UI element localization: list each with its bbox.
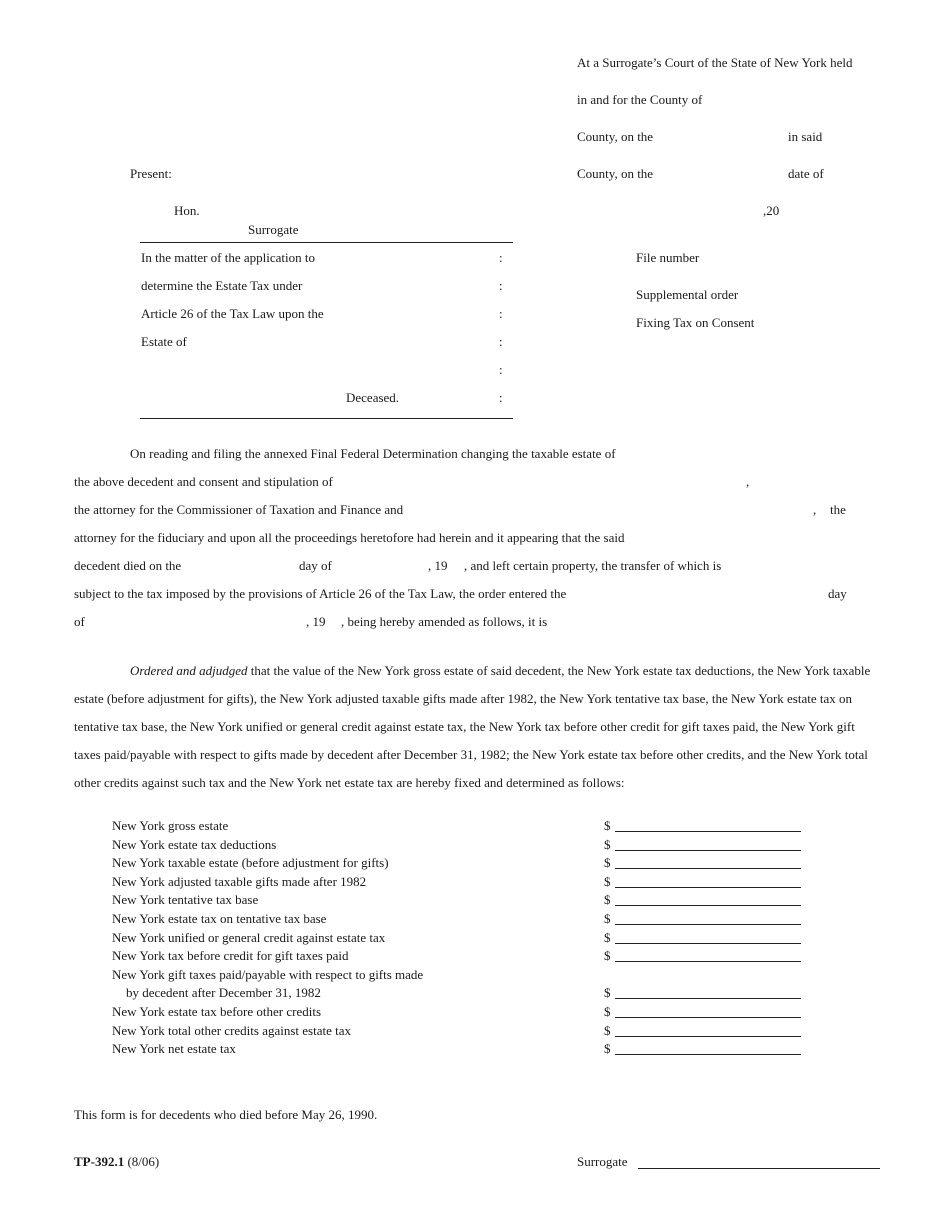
form-date: (8/06) [124,1154,160,1169]
list-item [112,1023,812,1042]
amount-blank[interactable] [615,1054,801,1055]
dollar-sign: $ [604,1022,611,1038]
item-label: New York estate tax deductions [112,836,277,852]
matter-line-1: In the matter of the application to [141,250,315,265]
recital-line-6-day: day [828,586,847,601]
item-label: New York tentative tax base [112,892,259,908]
amount-blank[interactable] [615,961,801,962]
ordered-paragraph [74,657,884,797]
recital-line-7-end: , being hereby amended as follows, it is [341,614,548,629]
item-label: New York taxable estate (before adjustment for gifts) [112,855,389,871]
amount-blank[interactable] [615,1036,801,1037]
recital-line-7-year: , 19 [306,614,326,629]
list-item [112,985,812,1004]
list-item [112,892,812,911]
recital-line-2: the above decedent and consent and stipulation of [74,474,333,489]
item-label: New York total other credits against estate tax [112,1022,351,1038]
matter-colon: : [499,250,503,265]
item-label: New York tax before credit for gift taxes paid [112,948,349,964]
dollar-sign: $ [604,1003,611,1019]
amount-blank[interactable] [615,998,801,999]
file-number-label: File number [636,250,700,265]
recital-line-1: On reading and filing the annexed Final Federal Determination changing the taxable estate of [130,446,616,461]
recital-line-5-end: , and left certain property, the transfer of which is [464,558,722,573]
signature-line[interactable] [638,1168,880,1169]
item-label: New York net estate tax [112,1041,236,1057]
recital-line-5-dayof: day of [299,558,332,573]
dollar-sign: $ [604,855,611,871]
present-label: Present: [130,166,172,181]
recital-line-5-year: , 19 [428,558,448,573]
court-heading-line3: County, on the [577,129,654,144]
matter-colon: : [499,390,503,405]
recital-line-3-comma: , [813,502,817,517]
amount-blank[interactable] [615,943,801,944]
amount-blank[interactable] [615,1017,801,1018]
item-label: New York gross estate [112,818,229,833]
item-label: New York estate tax on tentative tax base [112,910,327,926]
matter-bottom-rule [140,418,513,419]
matter-top-rule [140,242,513,243]
form-identifier [74,1154,159,1169]
matter-colon: : [499,306,503,321]
amount-blank[interactable] [615,905,801,906]
dollar-sign: $ [604,985,611,1001]
matter-colon: : [499,362,503,377]
matter-colon: : [499,334,503,349]
ordered-text: that the value of the New York gross estate of said decedent, the New York estate tax deductions, the New York taxable estate (before adjustment for gifts), the New York adjusted taxable gifts made after 1982, the New York tentative tax base, the New York estate tax on tentative tax base, the New York unified or general credit against estate tax, the New York tax before other credit for gift taxes paid, the New York gift taxes paid/payable with respect to gifts made by decedent after December 31, 1982; the New York estate tax before other credits, and the New York total other credits against such tax and the New York net estate tax are hereby fixed and determined as follows: [74,663,871,790]
recital-line-3: the attorney for the Commissioner of Taxation and Finance and [74,502,404,517]
court-heading-line4-end: date of [788,166,824,181]
item-label: New York unified or general credit against estate tax [112,929,386,945]
item-label: New York estate tax before other credits [112,1003,322,1019]
list-item [112,948,812,967]
order-title-line1: Supplemental order [636,287,739,302]
matter-line-4: Estate of [141,334,187,349]
dollar-sign: $ [604,929,611,945]
item-label: New York adjusted taxable gifts made after 1982 [112,873,367,889]
list-item [112,837,812,856]
amount-blank[interactable] [615,868,801,869]
matter-colon: : [499,278,503,293]
list-item [112,967,812,986]
item-label: by decedent after December 31, 1982 [126,985,321,1001]
amount-blank[interactable] [615,850,801,851]
dollar-sign: $ [604,836,611,852]
recital-line-4: attorney for the fiduciary and upon all the proceedings heretofore had herein and it appearing that the said [74,530,625,545]
dollar-sign: $ [604,818,611,833]
court-heading-line3-end: in said [788,129,823,144]
hon-label: Hon. [174,203,200,218]
list-item [112,818,812,837]
dollar-sign: $ [604,892,611,908]
amounts-list [112,818,812,1060]
list-item [112,930,812,949]
dollar-sign: $ [604,873,611,889]
dollar-sign: $ [604,948,611,964]
order-title-line2: Fixing Tax on Consent [636,315,755,330]
list-item [112,874,812,893]
matter-line-2: determine the Estate Tax under [141,278,303,293]
recital-line-7: of [74,614,85,629]
court-heading-line4: County, on the [577,166,654,181]
recital-line-2-comma: , [746,474,750,489]
surrogate-title: Surrogate [248,222,299,237]
form-note: This form is for decedents who died before May 26, 1990. [74,1107,378,1122]
list-item [112,855,812,874]
list-item [112,911,812,930]
matter-line-3: Article 26 of the Tax Law upon the [141,306,324,321]
court-heading-line2: in and for the County of [577,92,703,107]
recital-line-5: decedent died on the [74,558,182,573]
deceased-label: Deceased. [346,390,400,405]
dollar-sign: $ [604,1041,611,1057]
item-label: New York gift taxes paid/payable with respect to gifts made [112,966,424,982]
amount-blank[interactable] [615,924,801,925]
signature-label: Surrogate [577,1154,628,1169]
recital-line-3-end: the [830,502,846,517]
list-item [112,1004,812,1023]
amount-blank[interactable] [615,887,801,888]
year-field: ,20 [763,203,780,218]
form-id: TP-392.1 [74,1154,125,1169]
court-heading-line1: At a Surrogate’s Court of the State of New York held [577,55,853,70]
dollar-sign: $ [604,910,611,926]
amount-blank[interactable] [615,831,801,832]
ordered-lead: Ordered and adjudged [130,663,248,678]
list-item [112,1041,812,1060]
recital-line-6: subject to the tax imposed by the provisions of Article 26 of the Tax Law, the order entered the [74,586,567,601]
